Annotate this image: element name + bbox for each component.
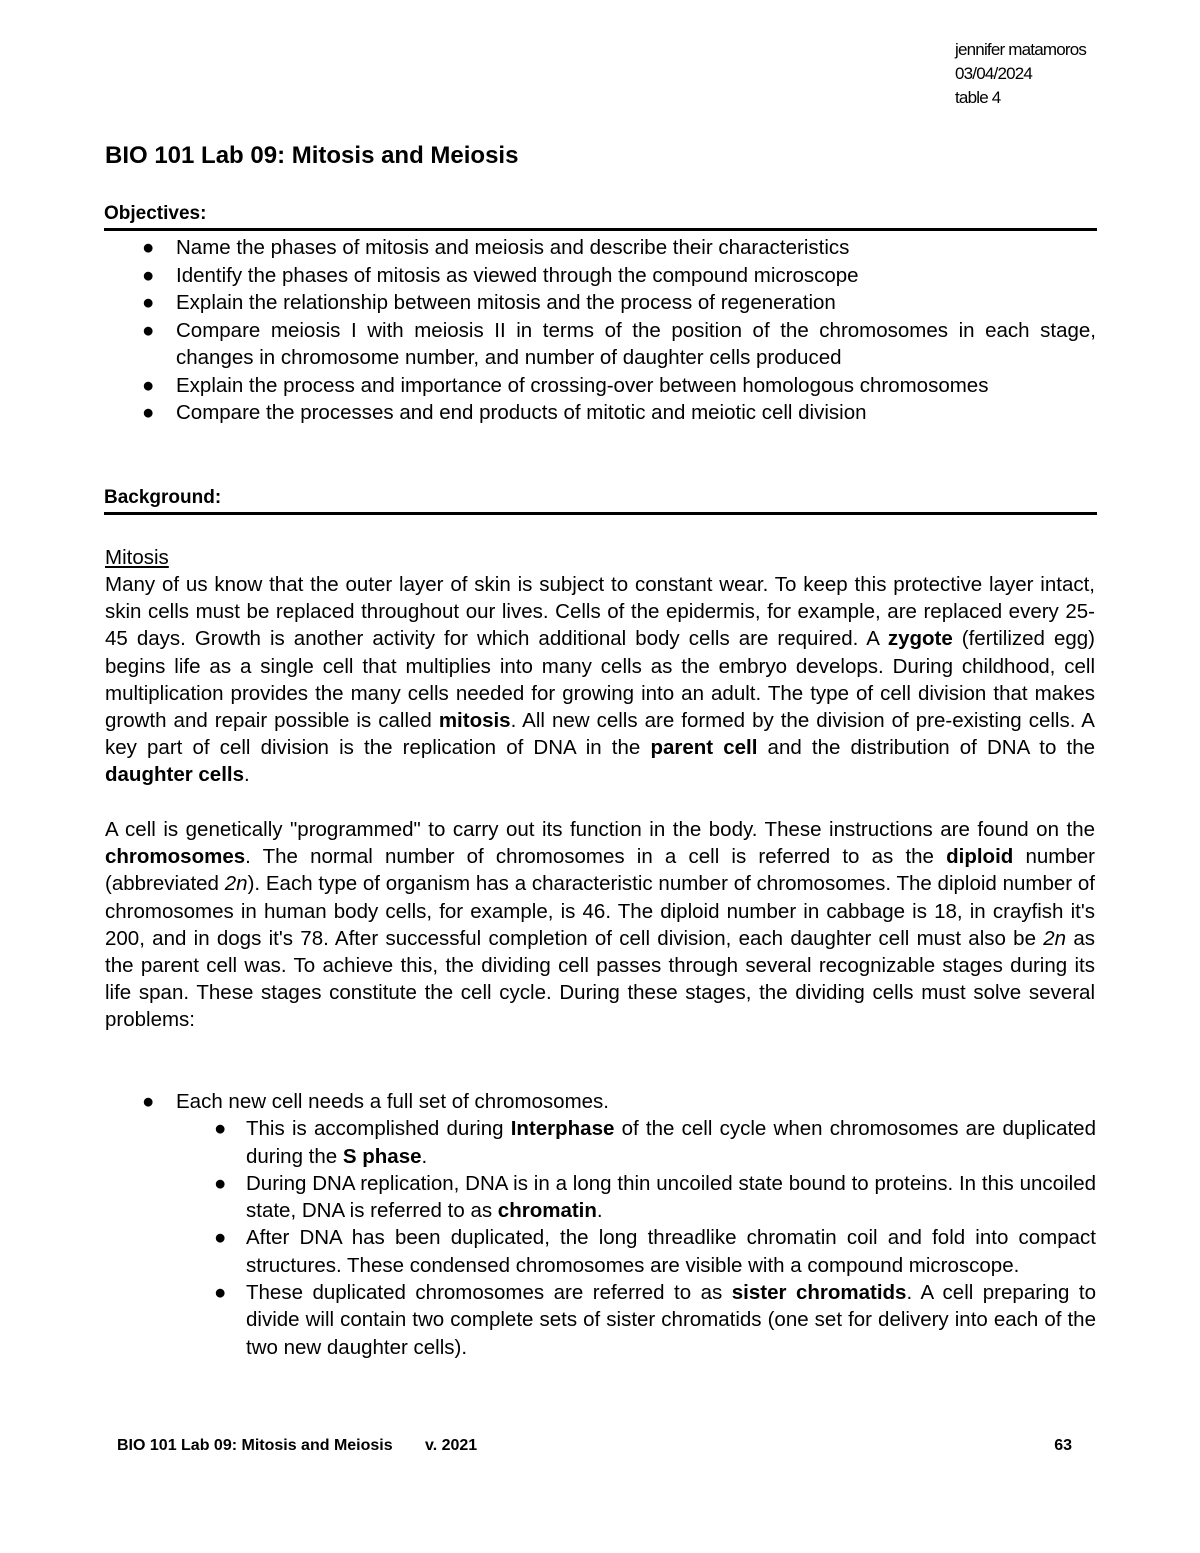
footer-version: v. 2021 [425, 1437, 478, 1454]
list-item: ● Compare the processes and end products of mitotic and meiotic cell division [104, 399, 1096, 427]
objectives-heading: Objectives: [104, 202, 1097, 231]
term-mitosis: mitosis [438, 709, 511, 733]
list-item: ● Name the phases of mitosis and meiosis and describe their characteristics [104, 234, 1096, 262]
term-chromosomes: chromosomes [105, 845, 246, 869]
term-diploid: diploid [946, 845, 1014, 869]
chromosomes-paragraph: A cell is genetically "programmed" to carry out its function in the body. These instructions are found on the chromosomes. The normal number of chromosomes in a cell is referred to as the diploid number (abbreviated 2n). Each type of organism has a characteristic number of chromosomes. The diploid number of chromosomes in human body cells, for example, is 46. The diploid number in cabbage is 18, in crayfish it's 200, and in dogs it's 78. After successful completion of cell division, each daughter cell must also be 2n as the parent cell was. To achieve this, the dividing cell passes through several recognizable stages during its life span. These stages constitute the cell cycle. During these stages, the dividing cells must solve several problems: [105, 818, 1095, 1032]
list-item: ● After DNA has been duplicated, the long threadlike chromatin coil and fold into compact structures. These condensed chromosomes are visible with a compound microscope. [214, 1226, 1096, 1277]
objectives-list [104, 234, 1096, 427]
list-item: ● Explain the process and importance of crossing-over between homologous chromosomes [104, 372, 1096, 400]
bullet-icon: ● [142, 373, 155, 397]
page-number: 63 [1054, 1437, 1072, 1454]
mitosis-subheading: Mitosis [105, 546, 169, 569]
submission-date: 03/04/2024 [955, 64, 1033, 83]
bullet-icon: ● [142, 1090, 155, 1113]
bullet-icon: ● [214, 1171, 227, 1195]
list-item: ● This is accomplished during Interphase of the cell cycle when chromosomes are duplicated during the S phase. [214, 1117, 1096, 1168]
mitosis-paragraph: Many of us know that the outer layer of skin is subject to constant wear. To keep this protective layer intact, skin cells must be replaced throughout our lives. Cells of the epidermis, for example, are replaced every 25-45 days. Growth is another activity for which additional body cells are required. A zygote (fertilized egg) begins life as a single cell that multiplies into many cells as the embryo develops. During childhood, cell multiplication provides the many cells needed for growing into an adult. The type of cell division that makes growth and repair possible is called mitosis. All new cells are formed by the division of pre-existing cells. A key part of cell division is the replication of DNA in the parent cell and the distribution of DNA to the daughter cells. [105, 573, 1096, 787]
term-2n: 2n [224, 872, 248, 896]
bullet-icon: ● [142, 263, 155, 287]
student-name: jennifer matamoros [955, 40, 1087, 59]
page-title: BIO 101 Lab 09: Mitosis and Meiosis [105, 142, 519, 169]
term-sister-chromatids: sister chromatids [731, 1281, 907, 1305]
bullet-icon: ● [214, 1281, 227, 1305]
bullet-icon: ● [214, 1117, 227, 1141]
list-item: ● Compare meiosis I with meiosis II in terms of the position of the chromosomes in each stage, changes in chromosome number, and number of daughter cells produced [142, 318, 1096, 369]
term-daughter-cells: daughter cells [105, 763, 244, 787]
term-s-phase: S phase [342, 1144, 422, 1168]
problems-list [104, 1088, 1096, 1361]
bullet-icon: ● [142, 401, 155, 424]
student-info [955, 38, 1086, 110]
term-parent-cell: parent cell [650, 736, 758, 760]
term-zygote: zygote [887, 627, 953, 651]
list-item: ● During DNA replication, DNA is in a long thin uncoiled state bound to proteins. In this uncoiled state, DNA is referred to as chromatin. [214, 1171, 1096, 1223]
table-number: table 4 [955, 88, 1001, 107]
term-2n: 2n [1043, 926, 1067, 950]
bullet-icon: ● [142, 291, 155, 314]
bullet-icon: ● [142, 236, 155, 259]
bullet-icon: ● [142, 318, 155, 342]
bullet-icon: ● [214, 1226, 227, 1250]
problems-sublist [176, 1115, 1096, 1361]
list-item: ● Identify the phases of mitosis as viewed through the compound microscope [104, 262, 1096, 290]
list-item: ● Explain the relationship between mitosis and the process of regeneration [104, 289, 1096, 317]
footer-title: BIO 101 Lab 09: Mitosis and Meiosis [117, 1437, 393, 1454]
list-item: ● These duplicated chromosomes are referred to as sister chromatids. A cell preparing to divide will contain two complete sets of sister chromatids (one set for delivery into each of the two new daughter cells). [214, 1281, 1096, 1359]
list-item: ● Each new cell needs a full set of chromosomes. ● This is accomplished during Interphase of the cell cycle when chromosomes are duplicated during the S phase. ● During DNA replication, DNA is in a long thin uncoiled state bound to proteins. In this uncoiled state, DNA is referred to as chromatin. ● After DNA has been duplicated, the long threadlike chromatin coil and fold into compact structures. These condensed chromosomes are visible with a compound microscope. ● These duplicated chromosomes are referred to as sister chromatids. A cell preparing to divide will contain two complete sets of sister chromatids (one set for delivery into each of the two new daughter cells). [104, 1088, 1096, 1361]
term-chromatin: chromatin [497, 1199, 597, 1223]
term-interphase: Interphase [510, 1117, 615, 1141]
background-heading: Background: [104, 486, 1097, 515]
